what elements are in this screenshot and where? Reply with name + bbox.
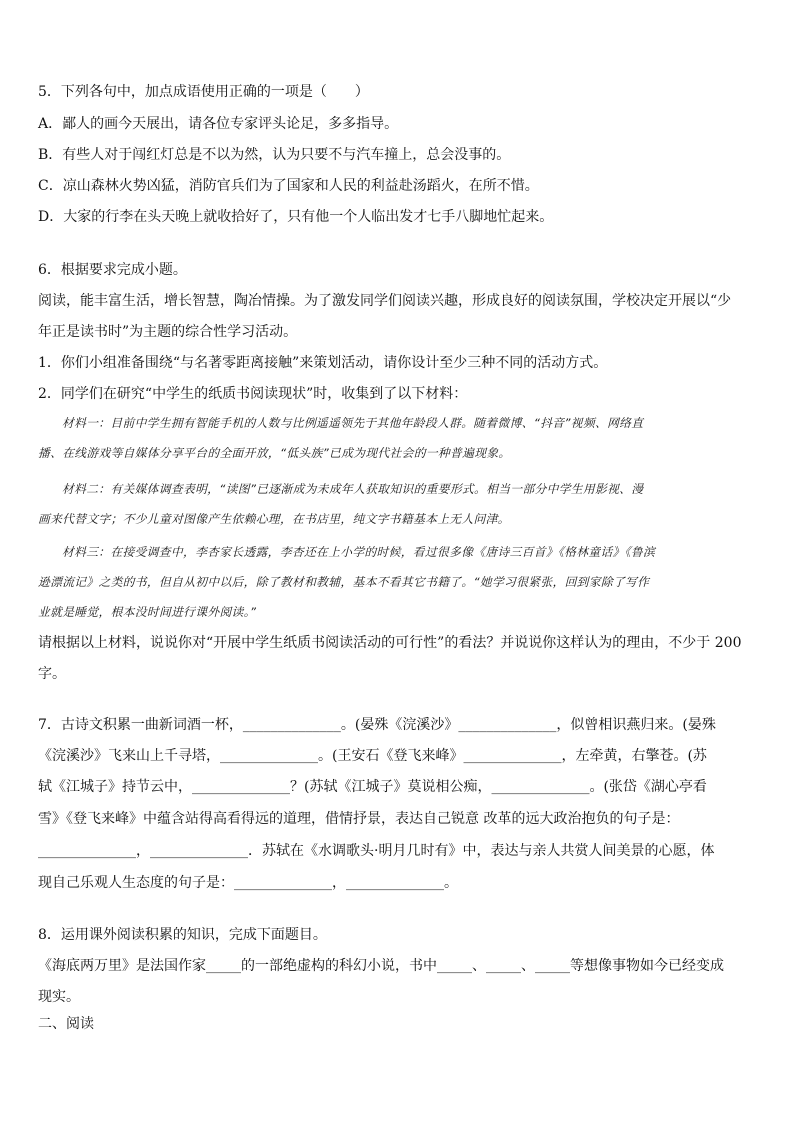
- material-line: 材料一：目前中学生拥有智能手机的人数与比例遥遥领先于其他年龄段人群。随着微博、“抖音”视频、网络直: [62, 416, 644, 430]
- q7-line: ______________，______________．苏轼在《水调歌头·明月几时有》中，表达与亲人共赏人间美景的心愿，体: [38, 843, 715, 859]
- q7-line: 雪》《登飞来峰》中蕴含站得高看得远的道理，借情抒景，表达自己锐意 改革的远大政治抱负的句子是：: [38, 811, 680, 827]
- q6-title: 6．根据要求完成小题。: [38, 262, 187, 278]
- q8-line: 现实。: [38, 989, 80, 1005]
- material-line: 材料三：在接受调查中，李杏家长透露，李杏还在上小学的时候，看过很多像《唐诗三百首》《格林童话》《鲁滨: [62, 545, 656, 559]
- q6-prompt-line: 请根据以上材料，说说你对“开展中学生纸质书阅读活动的可行性”的看法？并说说你这样认为的理由，不少于 200: [38, 635, 742, 651]
- q5-option-a: A．鄙人的画今天展出，请各位专家评头论足，多多指导。: [38, 116, 399, 132]
- material-line: 业就是睡觉，根本没时间进行课外阅读。”: [38, 605, 257, 619]
- material-line: 画来代替文字；不少儿童对图像产生依赖心理，在书店里，纯文字书籍基本上无人问津。: [38, 512, 510, 526]
- q8-title: 8．运用课外阅读积累的知识，完成下面题目。: [38, 927, 327, 943]
- q5-option-b: B．有些人对于闯红灯总是不以为然，认为只要不与汽车撞上，总会没事的。: [38, 147, 511, 163]
- section-heading: 二、阅读: [38, 1016, 94, 1032]
- q7-line: 现自己乐观人生态度的句子是：______________，______________。: [38, 875, 458, 891]
- material-line: 逊漂流记》之类的书，但自从初中以后，除了教材和教辅，基本不看其它书籍了。“她学习很紧张，回到家除了写作: [38, 575, 650, 589]
- q6-subquestion-1: 1．你们小组准备围绕“与名著零距离接触”来策划活动，请你设计至少三种不同的活动方式。: [38, 355, 608, 371]
- q7-line: 轼《江城子》持节云中，______________？(苏轼《江城子》莫说相公痴，______________。(张岱《湖心亭看: [38, 779, 707, 795]
- material-line: 播、在线游戏等自媒体分享平台的全面开放，“低头族”已成为现代社会的一种普遍现象。: [38, 446, 511, 460]
- q5-option-c: C．凉山森林火势凶猛，消防官兵们为了国家和人民的利益赴汤蹈火，在所不惜。: [38, 178, 539, 194]
- q7-line: 《浣溪沙》飞来山上千寻塔，______________。(王安石《登飞来峰》______________，左牵黄，右擎苍。(苏: [38, 748, 707, 764]
- q6-intro-line: 年正是读书时”为主题的综合性学习活动。: [38, 324, 298, 340]
- material-line: 材料二：有关媒体调查表明，“读图”已逐渐成为未成年人获取知识的重要形式。相当一部分中学生用影视、漫: [62, 482, 644, 496]
- q5-stem: 5．下列各句中，加点成语使用正确的一项是（ ）: [38, 84, 369, 100]
- q6-subquestion-2: 2．同学们在研究“中学生的纸质书阅读现状”时，收集到了以下材料：: [38, 386, 468, 402]
- q8-line: 《海底两万里》是法国作家_____的一部绝虚构的科幻小说，书中_____、_____、_____等想像事物如今已经变成: [38, 958, 724, 974]
- q6-prompt-line: 字。: [38, 666, 66, 682]
- q5-option-d: D．大家的行李在头天晚上就收拾好了，只有他一个人临出发才七手八脚地忙起来。: [38, 209, 554, 225]
- q6-intro-line: 阅读，能丰富生活，增长智慧，陶冶情操。为了激发同学们阅读兴趣，形成良好的阅读氛围，学校决定开展以“少: [38, 293, 732, 309]
- q7-line: 7．古诗文积累一曲新词酒一杯，______________。(晏殊《浣溪沙》______________，似曾相识燕归来。(晏殊: [38, 717, 716, 733]
